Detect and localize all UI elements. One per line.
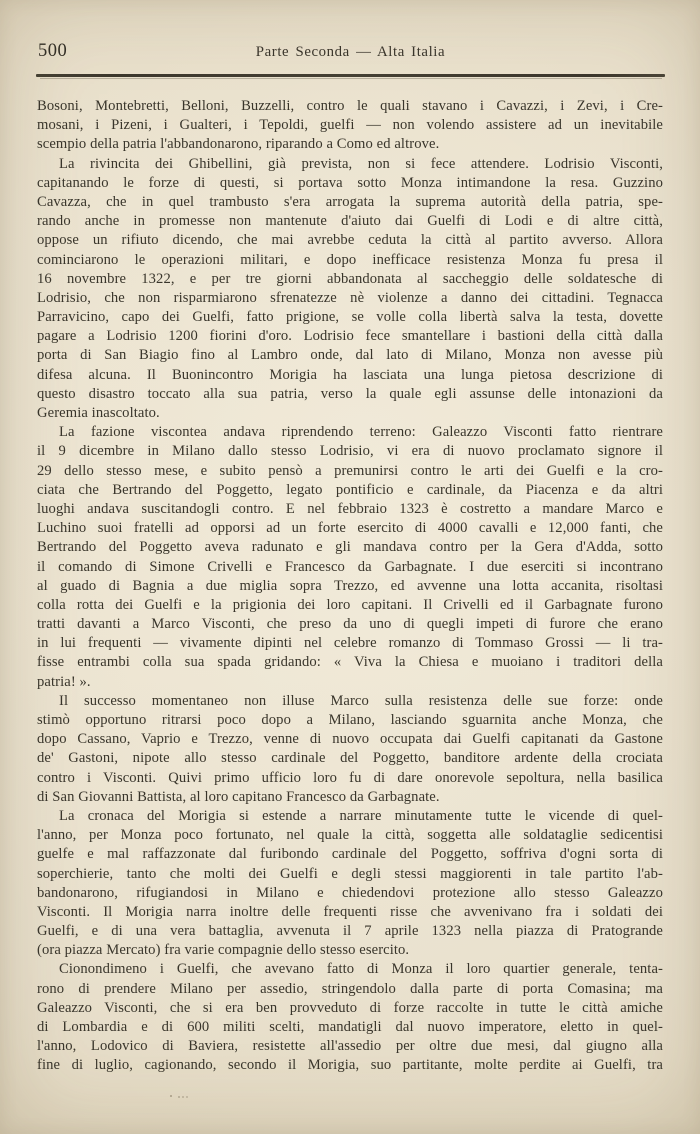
text-line: al guado di Bagnia a due miglia sopra Trezzo, ed avvenne una lotta accanita, risoltasi [37,577,663,594]
text-line: Galeazzo Visconti, che si era ben provveduto di forze raccolte in tutte le città amiche [37,999,663,1016]
text-line: capitanando le forze di questi, si portava sotto Monza intimandone la resa. Guzzino [37,174,663,191]
text-line: tratti davanti a Marco Visconti, che preso da uno di quegli impeti di furore che erano [37,616,663,633]
text-line: rando anche in promesse non mantenute d'aiuto dai Guelfi di Lodi e di altre città, [37,213,663,230]
text-line: Bertrando del Poggetto aveva radunato e gli mandava contro per la Gera d'Adda, sotto [37,539,663,556]
text-line: stimò opportuno ritrarsi poco dopo a Milano, lasciando sguarnita anche Monza, che [37,712,663,728]
text-line: Geremia inascoltato. [37,405,160,421]
text-line: patria! ». [37,673,91,690]
text-line: fine di luglio, cagionando, secondo il Morigia, suo partitante, molte perdite ai Guelfi, tra [37,1057,663,1074]
text-line: guelfe e mal raffazzonate dal furibondo cardinale del Poggetto, soffriva d'ogni sorta di [37,846,663,863]
text-line: scempio della patria l'abbandonarono, riparando a Como ed altrove. [37,136,440,153]
text-line: de' Gastoni, nipote allo stesso cardinale del Poggetto, banditore ardente della crociata [37,750,663,767]
paragraph [37,960,663,1075]
text-line: cominciarono le operazioni militari, e dopo inefficace resistenza Monza fu presa il [37,251,663,268]
text-line: oppose un rifiuto dicendo, che mai avrebbe ceduta la città al partito avverso. Allora [37,232,663,249]
running-title: Parte Seconda — Alta Italia [255,44,446,60]
text-line: di Lombardia e di 600 militi scelti, mandatigli dal nuovo imperatore, eletto in quel- [37,1019,663,1035]
text-line: questo disastro toccato alla sua patria, verso la quale egli assunse delle intonazioni da [37,385,663,402]
text-line: (ora piazza Mercato) fra varie compagnie dello stesso esercito. [37,942,410,959]
header-rule [36,74,665,77]
paragraph [37,692,663,807]
text-line: contro i Visconti. Quivi primo ufficio loro fu di dare onorevole sepoltura, nella basilica [37,769,663,786]
text-line: 16 novembre 1322, e per tre giorni abbandonata al saccheggio delle soldatesche di [37,270,663,287]
text-line: il comando di Simone Crivelli e Francesco da Garbagnate. I due eserciti si incontrano [37,558,663,575]
text-line: Parravicino, capo dei Guelfi, fatto prigione, se volle colla libertà salva la testa, dovette [37,309,663,326]
text-line: difesa alcuna. Il Buonincontro Morigia ha lasciata una lunga pietosa descrizione di [37,366,663,383]
text-line: luoghi andava suscitandogli contro. E nel febbraio 1323 è costretto a mandare Marco e [37,500,663,517]
text-line: di San Giovanni Battista, al loro capitano Francesco da Garbagnate. [37,788,440,805]
paragraph [37,97,663,155]
paragraph [37,155,663,424]
text-line: bandonarono, rifugiandosi in Milano e chiedendovi protezione allo stesso Galeazzo [37,884,663,901]
paragraph [37,423,663,692]
text-line: mosani, i Pizeni, i Gualteri, i Tepoldi, guelfi — non volendo assistere ad un inevitabile [37,117,663,134]
text-line: pagare a Lodrisio 1200 fiorini d'oro. Lodrisio fece smantellare i bastioni della città dalla [37,328,663,345]
text-line: l'anno, per Monza poco fortunato, nel quale la città, soggetta alle soldataglie sedicentisi [37,827,663,844]
page-number: 500 [38,41,68,61]
text-line: 29 dello stesso mese, e subito pensò a premunirsi contro le arti dei Guelfi e la cro- [37,462,663,479]
text-line: La rivincita dei Ghibellini, già prevista, non si fece attendere. Lodrisio Visconti, [59,155,663,172]
text-line: il 9 dicembre in Milano dallo stesso Lodrisio, vi era di nuovo proclamato signore il [37,443,663,460]
text-line: Bosoni, Montebretti, Belloni, Buzzelli, contro le quali stavano i Cavazzi, i Zevi, i Cre- [37,98,663,114]
text-line: soperchierie, tanto che molti dei Guelfi e degli stessi maggiorenti in tale partito l'ab- [37,865,663,882]
text-line: La cronaca del Morigia si estende a narrare minutamente tutte le vicende di quel- [59,807,663,824]
text-line: rono di prendere Milano per assedio, stringendolo dalla parte di porta Comasina; ma [37,980,663,997]
text-line: Cavazza, che in quel trambusto s'era arrogata la suprema autorità della patria, spe- [37,193,663,210]
text-line: dopo Cassano, Vaprio e Trezzo, venne di nuovo occupata dai Guelfi capitanati da Gastone [37,731,663,748]
text-line: Visconti. Il Morigia narra inoltre delle frequenti risse che avvenivano fra i soldati dei [37,903,663,920]
text-line: colla rotta dei Guelfi e la prigionia dei loro capitani. Il Crivelli ed il Garbagnate furono [37,596,663,613]
text-line: Cionondimeno i Guelfi, che avevano fatto di Monza il loro quartier generale, tenta- [59,961,663,978]
running-head [37,41,664,63]
paragraph [37,807,663,961]
text-line: Guelfi, e di una vera battaglia, avvenuta il 7 aprile 1323 nella piazza di Pratogrande [37,923,663,940]
text-line: Il successo momentaneo non illuse Marco sulla resistenza delle sue forze: onde [59,692,663,709]
text-line: l'anno, Lodovico di Baviera, resistette all'assedio per oltre due mesi, dal giugno alla [37,1038,663,1055]
text-line: Luchino suoi fratelli ad opporsi ad un forte esercito di 4000 cavalli e 12,000 fanti, che [37,520,663,537]
text-line: fisse entrambi colla sua spada gridando: « Viva la Chiesa e muoiano i traditori della [37,654,663,671]
text-line: porta di San Biagio fino al Lambro onde, dal lato di Milano, Monza non avesse più [37,347,663,364]
text-line: in lui frequenti — vivamente dipinti nel celebre romanzo di Tommaso Grossi — li tra- [37,635,663,652]
text-line: ciata che Bertrando del Poggetto, legato pontificio e cardinale, da Piacenza e da altri [37,481,663,498]
scan-speck [170,1095,172,1097]
text-line: Lodrisio, che non risparmiarono sfrenatezze nè violenze a danno dei cittadini. Tegnacca [37,289,663,306]
text-line: La fazione viscontea andava riprendendo terreno: Galeazzo Visconti fatto rientrare [59,424,663,441]
body-text [37,97,663,1076]
